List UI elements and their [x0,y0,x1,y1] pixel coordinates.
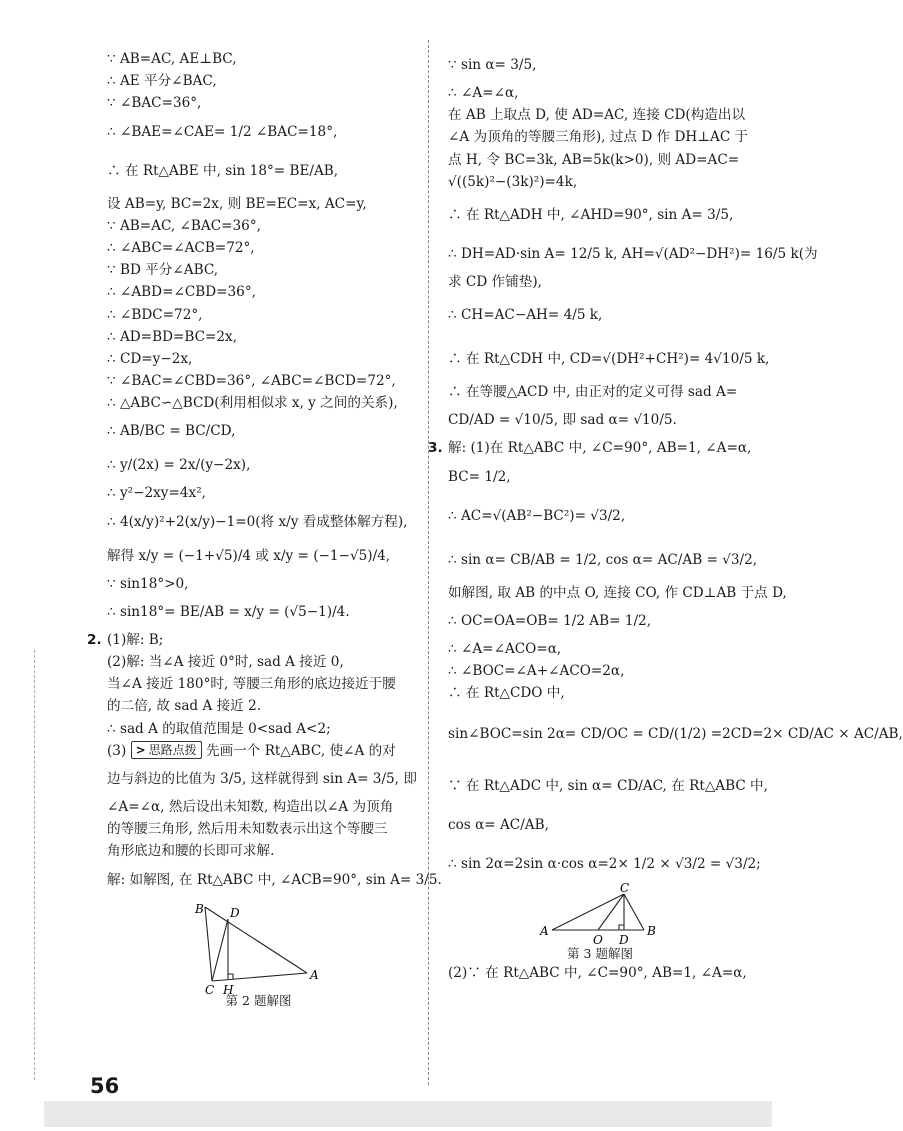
text-line: ∴ sin18°= BE/AB = x/y = (√5−1)/4. [107,603,350,620]
text-line: ∠A 为顶角的等腰三角形), 过点 D 作 DH⊥AC 于 [448,129,749,146]
text-line: ∴ 在 Rt△ADH 中, ∠AHD=90°, sin A= 3/5, [448,206,734,223]
text-line: CD/AD = √10/5, 即 sad α= √10/5. [448,412,677,429]
text-line: (2)解: 当∠A 接近 0°时, sad A 接近 0, [107,654,344,670]
column-divider [428,40,429,1085]
text-line: ∵ AB=AC, ∠BAC=36°, [107,217,261,234]
text-line: ∴ ∠ABC=∠ACB=72°, [107,239,255,256]
text-line: 设 AB=y, BC=2x, 则 BE=EC=x, AC=y, [107,195,367,212]
triangle-diagram-q3 [448,881,752,948]
label-d: D [619,933,629,948]
label-c: C [620,881,630,896]
tip-badge: > 思路点拨 [131,741,202,759]
text-line: ∵ sin α= 3/5, [448,57,537,73]
text-line: 当∠A 接近 180°时, 等腰三角形的底边接近于腰 [107,676,396,693]
label-a: A [540,924,549,939]
text-line: ∴ ∠ABD=∠CBD=36°, [107,284,256,301]
text-line: ∴ sin 2α=2sin α·cos α=2× 1/2 × √3/2 = √3/2; [448,856,761,873]
text-line: ∠A=∠α, 然后设出未知数, 构造出以∠A 为顶角 [107,798,394,815]
margin-rule [34,650,35,1080]
text-line: ∴ OC=OA=OB= 1/2 AB= 1/2, [448,612,652,629]
chevron-right-icon: > [135,742,146,757]
q3-part-1: 3. 解: (1)在 Rt△ABC 中, ∠C=90°, AB=1, ∠A=α, [448,437,752,459]
question-number: 2. [87,631,102,648]
text-line: 角形底边和腰的长即可求解. [107,843,275,860]
label-b: B [647,924,656,939]
text-line: ∴ 在等腰△ACD 中, 由正对的定义可得 sad A= [448,384,738,401]
text-line: ∴ ∠BOC=∠A+∠ACO=2α, [448,662,625,679]
text-line: ∴ sin α= CB/AB = 1/2, cos α= AC/AB = √3/2, [448,551,758,568]
text-line: (2)∵ 在 Rt△ABC 中, ∠C=90°, AB=1, ∠A=α, [448,965,747,982]
text-line: ∴ sad A 的取值范围是 0<sad A<2; [107,720,331,737]
figure-caption: 第 3 题解图 [567,946,633,962]
text-line: ∵ AB=AC, AE⊥BC, [107,51,237,67]
figure-q3 [448,881,752,962]
text-line: ∵ sin18°>0, [107,575,189,592]
label-a: A [310,967,319,982]
label-b: B [195,901,204,916]
text-line: 如解图, 取 AB 的中点 O, 连接 CO, 作 CD⊥AB 于点 D, [448,584,787,601]
text-line: ∴ DH=AD·sin A= 12/5 k, AH=√(AD²−DH²)= 16/5 k(为 [448,245,818,262]
text-line: BC= 1/2, [448,468,511,485]
text-line: ∵ ∠BAC=∠CBD=36°, ∠ABC=∠BCD=72°, [107,373,396,390]
label-d: D [230,905,240,920]
text-line: cos α= AC/AB, [448,817,549,834]
q2-part-3: (3) > 思路点拨 先画一个 Rt△ABC, 使∠A 的对 [107,742,396,759]
text-line: 的等腰三角形, 然后用未知数表示出这个等腰三 [107,821,388,838]
text-line: ∴ ∠BAE=∠CAE= 1/2 ∠BAC=18°, [107,123,338,140]
text-line: ∴ y²−2xy=4x², [107,485,206,502]
text-line: ∵ ∠BAC=36°, [107,95,202,112]
label-h: H [223,982,234,997]
text-line: ∴ AD=BD=BC=2x, [107,328,238,345]
text-line: ∴ 在 Rt△CDH 中, CD=√(DH²+CH²)= 4√10/5 k, [448,351,770,368]
text-line: ∴ 在 Rt△ABE 中, sin 18°= BE/AB, [107,162,339,179]
text-line: √((5k)²−(3k)²)=4k, [448,173,578,190]
figure-q2 [107,897,410,1008]
text-line: ∴ y/(2x) = 2x/(y−2x), [107,457,251,474]
text-line: ∴ CH=AC−AH= 4/5 k, [448,307,603,324]
text-line: 的二倍, 故 sad A 接近 2. [107,698,262,715]
label-c: C [205,982,215,997]
q2-answer-1: 2. (1)解: B; [107,629,410,651]
text-line: 解: 如解图, 在 Rt△ABC 中, ∠ACB=90°, sin A= 3/5. [107,871,442,888]
text-line: ∵ 在 Rt△ADC 中, sin α= CD/AC, 在 Rt△ABC 中, [448,778,768,795]
triangle-diagram-q2 [107,901,410,995]
text-line: ∴ 在 Rt△CDO 中, [448,685,565,702]
text-line: 点 H, 令 BC=3k, AB=5k(k>0), 则 AD=AC= [448,151,740,168]
text-line: ∴ ∠A=∠ACO=α, [448,640,562,657]
text-line: ∴ ∠A=∠α, [448,85,519,101]
text-line: ∵ BD 平分∠ABC, [107,262,219,279]
text-line: 在 AB 上取点 D, 使 AD=AC, 连接 CD(构造出以 [448,107,746,124]
text-line: ∴ ∠BDC=72°, [107,306,203,323]
text-line: ∴ △ABC∽△BCD(利用相似求 x, y 之间的关系), [107,395,398,412]
right-column [428,48,903,984]
text-line: ∴ AC=√(AB²−BC²)= √3/2, [448,507,626,524]
left-column [87,48,442,1008]
question-number: 3. [428,440,443,457]
text-line: sin∠BOC=sin 2α= CD/OC = CD/(1/2) =2CD=2× CD/AC × AC/AB, [448,726,903,743]
text-line: 求 CD 作铺垫), [448,273,542,290]
text-line: 边与斜边的比值为 3/5, 这样就得到 sin A= 3/5, 即 [107,770,417,787]
figure-caption: 第 2 题解图 [225,992,292,1008]
text-line: 解得 x/y = (−1+√5)/4 或 x/y = (−1−√5)/4, [107,547,391,564]
text-line: ∴ AE 平分∠BAC, [107,73,217,90]
text-line: ∴ AB/BC = BC/CD, [107,423,236,440]
text-line: ∴ 4(x/y)²+2(x/y)−1=0(将 x/y 看成整体解方程), [107,513,408,530]
text-line: ∴ CD=y−2x, [107,350,193,367]
page-number: 56 [90,1074,120,1098]
label-o: O [593,933,603,948]
bottom-bar [44,1101,772,1127]
